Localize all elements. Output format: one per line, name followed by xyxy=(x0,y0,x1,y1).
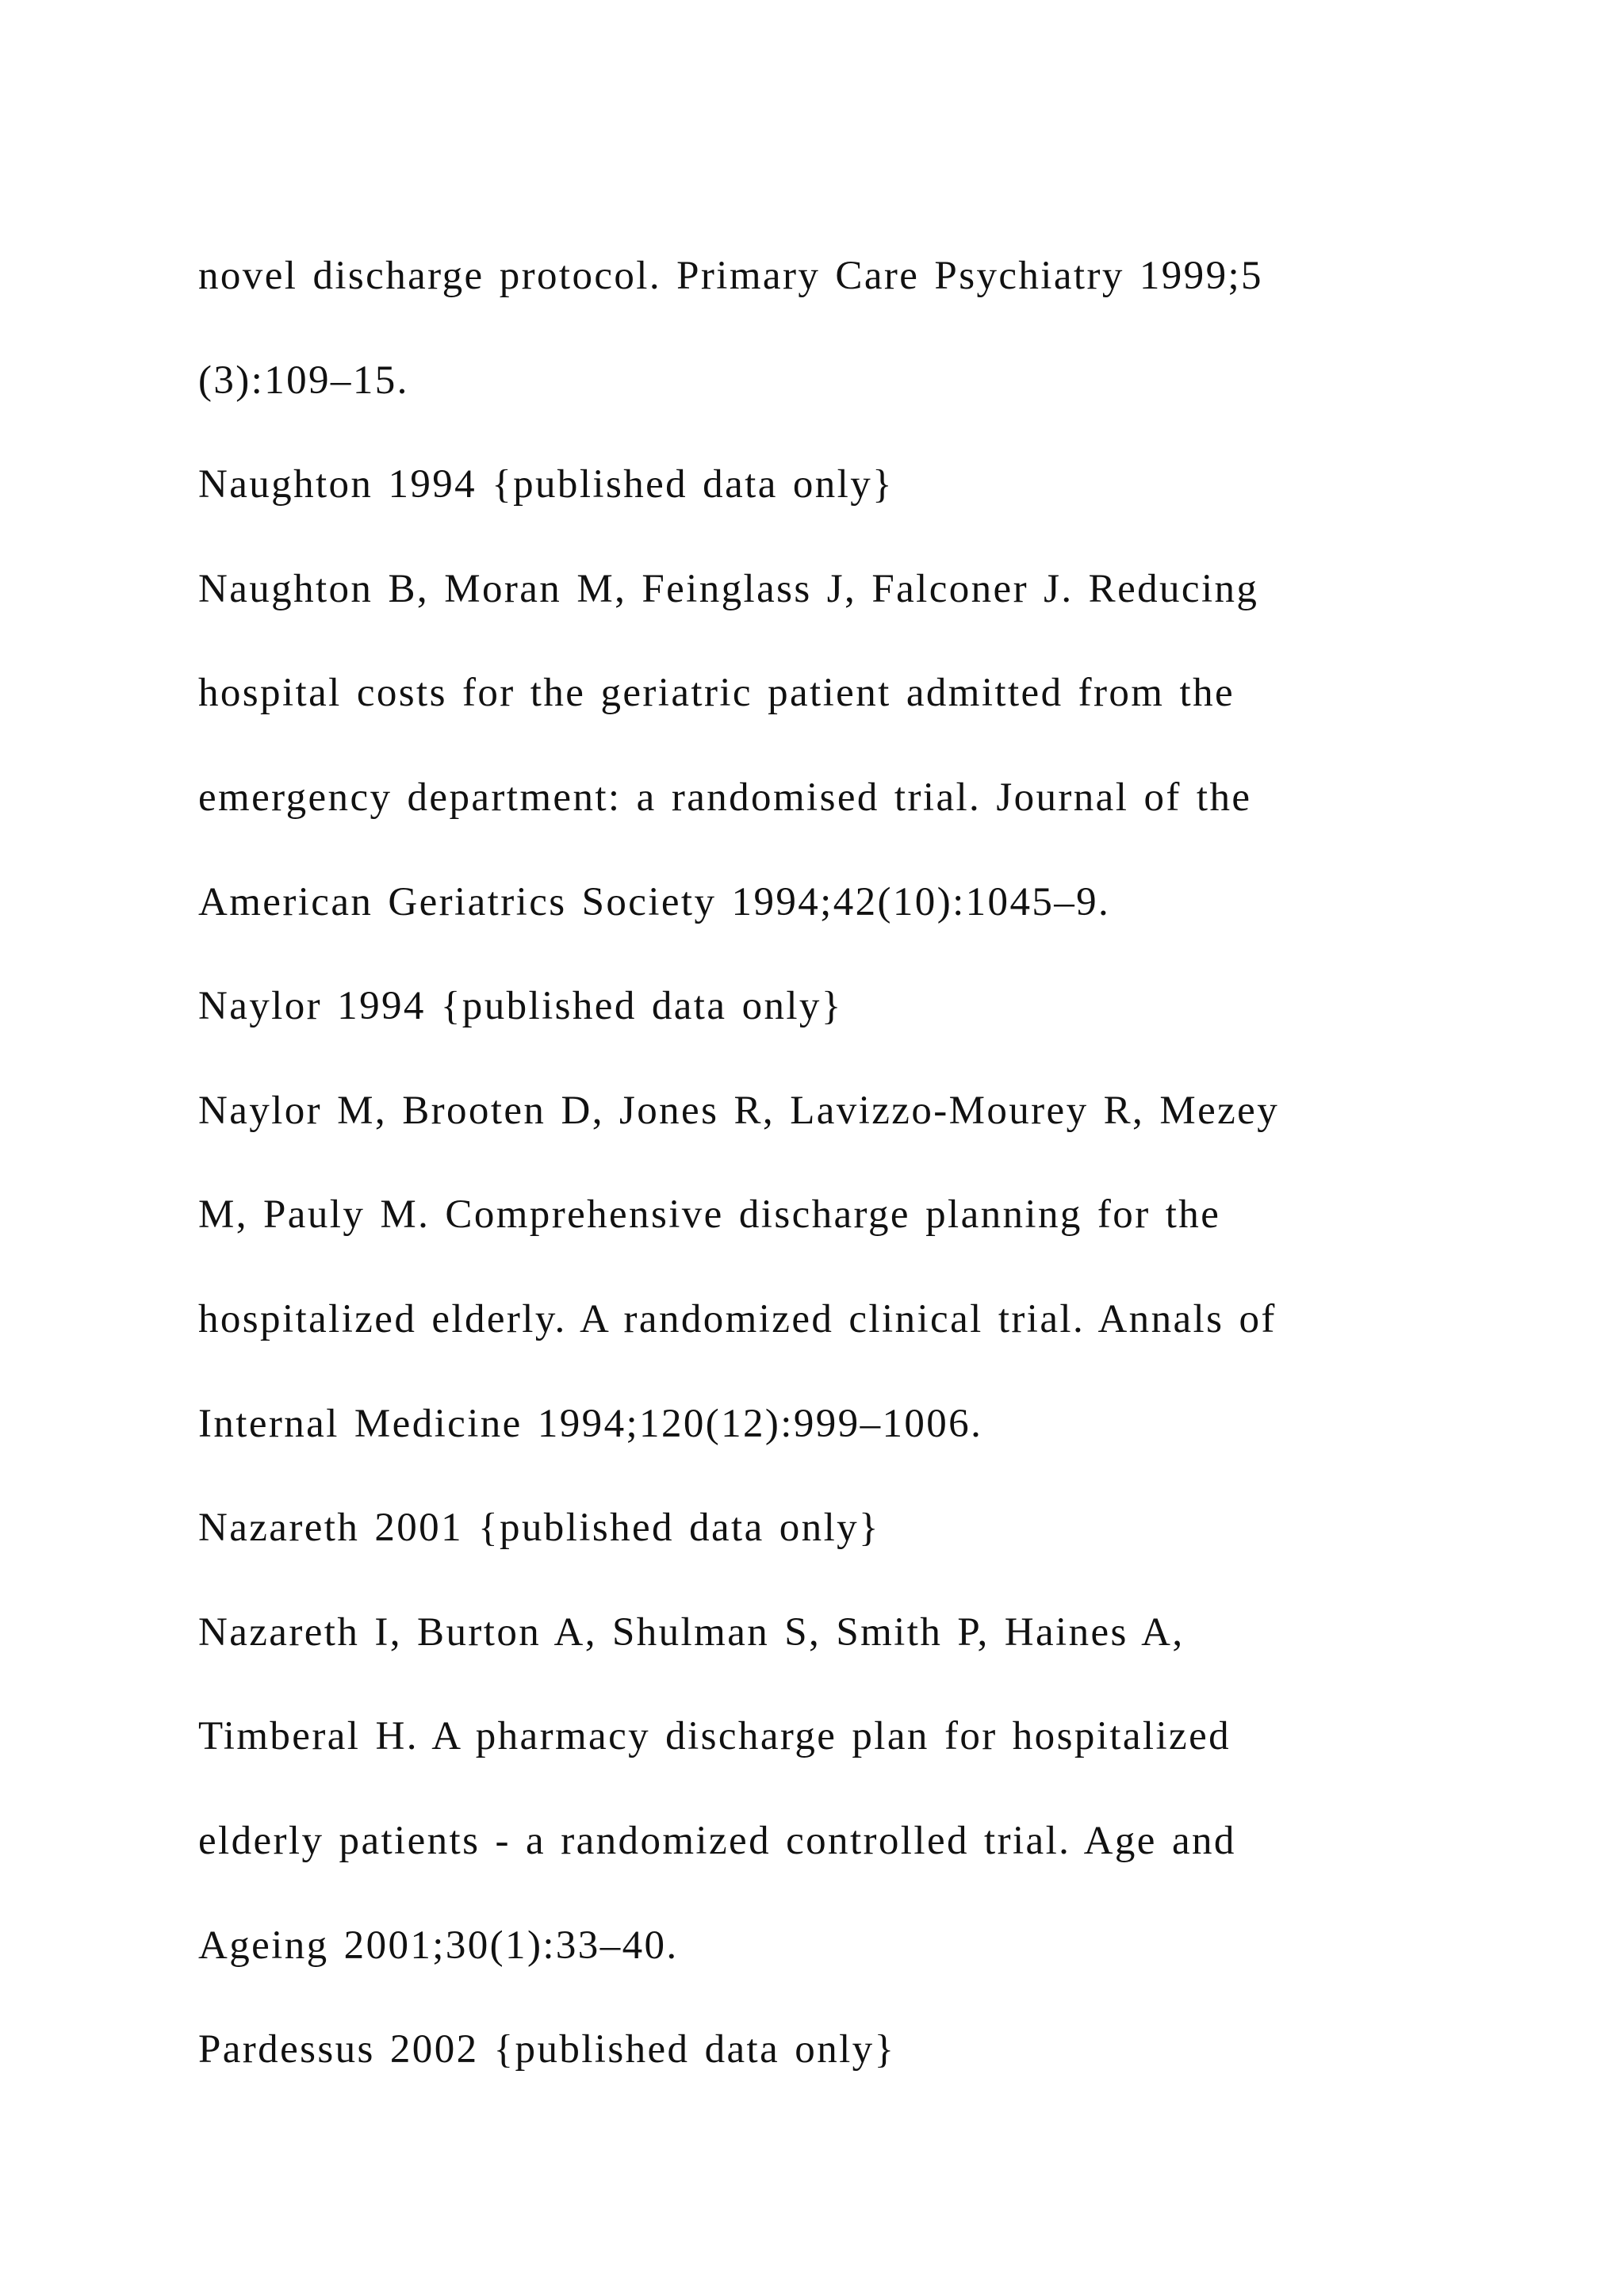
reference-text-line: Naylor M, Brooten D, Jones R, Lavizzo-Mourey R, Mezey xyxy=(198,1088,1280,1133)
reference-text-line: Timberal H. A pharmacy discharge plan for hospitalized xyxy=(198,1714,1231,1759)
reference-text-line: Internal Medicine 1994;120(12):999–1006. xyxy=(198,1401,983,1446)
reference-text-line: Naughton B, Moran M, Feinglass J, Falconer J. Reducing xyxy=(198,566,1259,611)
reference-heading: Naylor 1994 {published data only} xyxy=(198,984,843,1029)
reference-heading: Naughton 1994 {published data only} xyxy=(198,462,894,507)
reference-text-line: (3):109–15. xyxy=(198,358,409,403)
reference-text-line: American Geriatrics Society 1994;42(10):1045–9. xyxy=(198,879,1111,924)
reference-text-line: Ageing 2001;30(1):33–40. xyxy=(198,1923,679,1968)
reference-text-line: hospitalized elderly. A randomized clinical trial. Annals of xyxy=(198,1296,1277,1341)
reference-text-line: novel discharge protocol. Primary Care Psychiatry 1999;5 xyxy=(198,254,1263,298)
reference-heading: Nazareth 2001 {published data only} xyxy=(198,1506,880,1551)
reference-list xyxy=(198,238,1562,2116)
reference-text-line: hospital costs for the geriatric patient admitted from the xyxy=(198,671,1235,716)
reference-heading: Pardessus 2002 {published data only} xyxy=(198,2027,896,2072)
reference-text-line: emergency department: a randomised trial. Journal of the xyxy=(198,775,1252,820)
reference-text-line: M, Pauly M. Comprehensive discharge planning for the xyxy=(198,1192,1221,1238)
reference-text-line: elderly patients - a randomized controlled trial. Age and xyxy=(198,1818,1236,1863)
reference-text-line: Nazareth I, Burton A, Shulman S, Smith P, Haines A, xyxy=(198,1609,1185,1655)
